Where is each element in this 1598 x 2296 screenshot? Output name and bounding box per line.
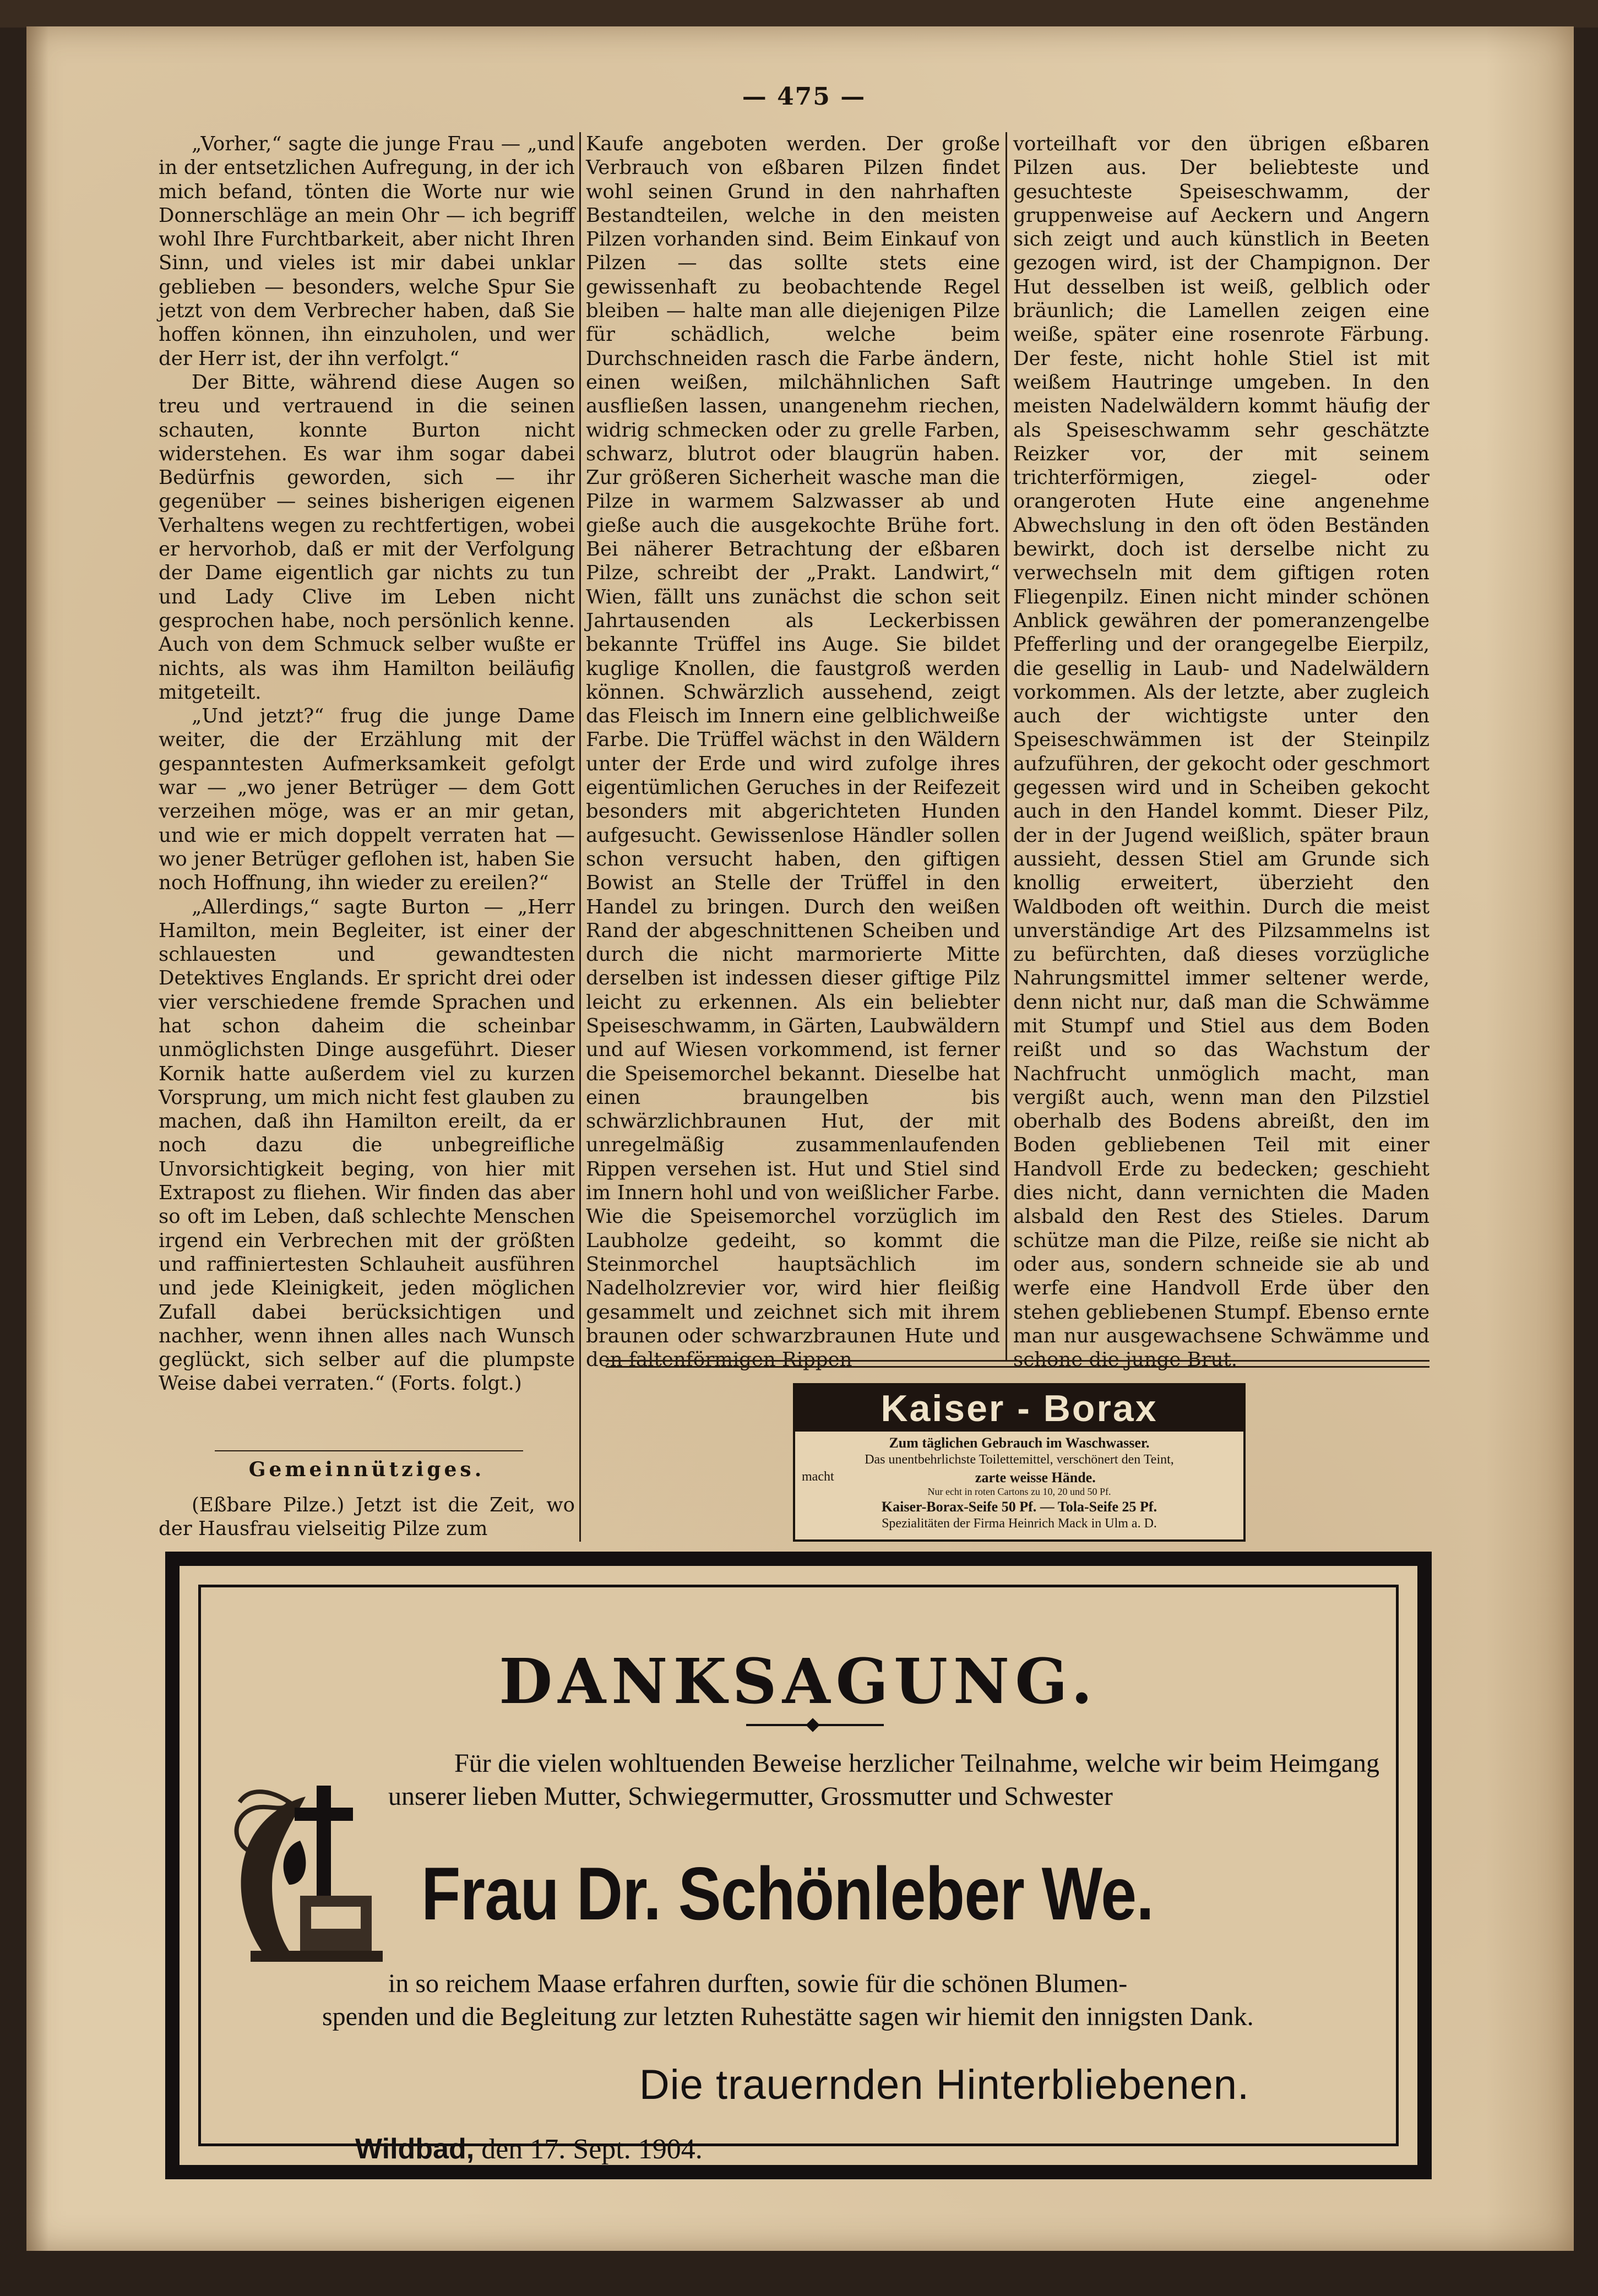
double-rule <box>606 1360 1429 1368</box>
book-edge <box>0 0 1598 28</box>
ad-line-mid: zarte weisse Hände. <box>975 1470 1096 1486</box>
section-divider <box>215 1450 523 1451</box>
column-divider <box>579 132 581 1542</box>
article-column-2 <box>586 132 1000 1372</box>
danksagung-advertisement <box>165 1552 1432 2179</box>
ad-line: Nur echt in roten Cartons zu 10, 20 und 50 Pf. <box>927 1486 1111 1497</box>
ad-title: DANKSAGUNG. <box>499 1646 1098 1718</box>
ad-title: Kaiser - Borax <box>795 1385 1243 1432</box>
paragraph: Kaufe angeboten werden. Der große Verbrauch von eßbaren Pilzen findet wohl seinen Grund in den nahrhaften Bestandteilen, welche in den meisten Pilzen vorhanden sind. Beim Einkauf von Pilzen — das sollte stets eine gewissenhaft zu beobachtende Regel bleiben — halte man alle diejenigen Pilze für schädlich, welche beim Durchschneiden rasch die Farbe ändern, einen weißen, milchähnlichen Saft ausfließen lassen, unangenehm riechen, widrig schmecken oder zu grelle Farben, schwarz, blutrot oder blaugrün haben. Zur größeren Sicherheit wasche man die Pilze in warmem Salzwasser ab und gieße auch die ausgekochte Brühe fort. Bei näherer Betrachtung der eßbaren Pilze, schreibt der „Prakt. Landwirt,“ Wien, fällt uns zunächst die schon seit Jahrtausenden als Leckerbissen bekannte Trüffel ins Auge. Sie bildet kuglige Knollen, die faustgroß werden können. Schwärzlich aussehend, zeigt das Fleisch im Innern eine gelblichweiße Farbe. Die Trüffel wächst in den Wäldern unter der Erde und wird zufolge ihres eigentümlichen Geruches in der Reifezeit besonders mit abgerichteten Hunden aufgesucht. Gewissenlose Händler sollen schon versucht haben, den giftigen Bowist an Stelle der Trüffel in den Handel zu bringen. Durch den weißen Rand der abgeschnittenen Scheiben und durch die nicht marmorierte Mitte derselben ist indessen dieser giftige Pilz leicht zu erkennen. Als ein beliebter Speiseschwamm, in Gärten, Laubwäldern und auf Wiesen vorkommend, ist ferner die Speisemorchel bekannt. Dieselbe hat einen braungelben bis schwärzlichbraunen Hut, der mit unregelmäßig zusammenlaufenden Rippen versehen ist. Hut und Stiel sind im Innern hohl und von weißlicher Farbe. Wie die Speisemorchel vorzüglich im Laubholze gedeiht, so kommt die Steinmorchel hauptsächlich im Nadelholzrevier vor, wird hier fleißig gesammelt und zeichnet sich mit ihrem braunen oder schwarzbraunen Hute und den faltenförmigen Rippen <box>586 133 1000 1372</box>
column-divider <box>1005 132 1007 1360</box>
ad-text-line: spenden und die Begleitung zur letzten Ruhestätte sagen wir hiemit den innigsten Dank. <box>322 2002 1254 2031</box>
ad-line-left: macht <box>802 1470 834 1484</box>
memorial-cross-icon <box>229 1753 394 1973</box>
paragraph: „Vorher,“ sagte die junge Frau — „und in der entsetzlichen Aufregung, in der ich mich befand, tönten die Worte nur wie Donnerschläge an mein Ohr — ich begriff wohl Ihre Furchtbarkeit, aber nicht Ihren Sinn, und vieles ist mir dabei unklar geblieben — besonders, welche Spur Sie jetzt von dem Verbrecher haben, daß Sie hoffen können, ihn einzuholen, und wer der Herr ist, der ihn verfolgt.“ <box>159 133 575 370</box>
section-heading: Gemeinnütziges. <box>248 1458 485 1481</box>
ad-text <box>322 1967 1379 2033</box>
place-date <box>355 2132 703 2166</box>
deceased-name: Frau Dr. Schönleber We. <box>421 1852 1154 1935</box>
ad-text-line: in so reichem Maase erfahren durften, sowie für die schönen Blumen- <box>388 1969 1128 1998</box>
ad-line: Das unentbehrlichste Toilettemittel, verschönert den Teint, <box>865 1452 1174 1467</box>
ornament-divider <box>746 1724 884 1726</box>
place: Wildbad, <box>355 2133 475 2165</box>
ad-inner-frame <box>198 1585 1399 2165</box>
section-intro <box>159 1493 575 1541</box>
ad-line: Spezialitäten der Firma Heinrich Mack in Ulm a. D. <box>882 1516 1157 1531</box>
page-shading <box>1486 26 1574 2251</box>
ad-text: Für die vielen wohltuenden Beweise herzlicher Teilnahme, welche wir beim Heimgang unserer lieben Mutter, Schwiegermutter, Grossmutter und Schwester <box>388 1749 1379 1811</box>
date: den 17. Sept. 1904. <box>481 2134 703 2165</box>
signers: Die trauernden Hinterbliebenen. <box>639 2061 1250 2108</box>
ad-line <box>795 1470 1243 1486</box>
ad-line: Kaiser-Borax-Seife 50 Pf. — Tola-Seife 25 Pf. <box>881 1499 1157 1515</box>
article-column-1 <box>159 132 575 1542</box>
paragraph: vorteilhaft vor den übrigen eßbaren Pilzen aus. Der beliebteste und gesuchteste Speiseschwamm, der gruppenweise auf Aeckern und Angern sich zeigt und auch künstlich in Beeten gezogen wird, ist der Champignon. Der Hut desselben ist weiß, gelblich oder bräunlich; die Lamellen zeigen eine weiße, später eine rosenrote Färbung. Der feste, nicht hohle Stiel ist mit weißem Hautringe umgeben. In den meisten Nadelwäldern kommt häufig der als Speiseschwamm sehr geschätzte Reizker vor, der mit seinem trichterförmigen, ziegel- oder orangeroten Hute eine angenehme Abwechslung in den oft öden Beständen bewirkt, doch ist derselbe nicht zu verwechseln mit dem giftigen roten Fliegenpilz. Einen nicht minder schönen Anblick gewähren der pomeranzengelbe Pfefferling und der orangegelbe Eierpilz, die gesellig in Laub- und Nadelwäldern vorkommen. Als der letzte, aber zugleich auch der wichtigste unter den Speiseschwämmen ist der Steinpilz aufzuführen, der gekocht oder geschmort gegessen wird und in Scheiben gekocht auch in den Handel kommt. Dieser Pilz, der in der Jugend weißlich, später braun aussieht, dessen Stiel am Grunde sich knollig erweitert, überzieht den Waldboden oft weithin. Durch die meist unverständige Art des Pilzsammelns ist zu befürchten, daß dieses vorzügliche Nahrungsmittel immer seltener werde, denn nicht nur, daß man die Schwämme mit Stumpf und Stiel aus dem Boden reißt und so das Wachstum der Nachfrucht unmöglich macht, man vergißt auch, wenn man den Pilzstiel oberhalb des Bodens abreißt, den im Boden gebliebenen Teil mit einer Handvoll Erde zu bedecken; geschieht dies nicht, dann vernichten die Maden alsbald den Rest des Stieles. Darum schütze man die Pilze, reiße sie nicht ab oder aus, sondern schneide sie ab und werfe eine Handvoll Erde über den stehen gebliebenen Stumpf. Ebenso ernte man nur ausgewachsene Schwämme und schone die junge Brut. <box>1013 133 1429 1372</box>
article-column-3 <box>1013 132 1429 1372</box>
paragraph: Der Bitte, während diese Augen so treu und vertrauend in die seinen schauten, konnte Burton nicht widerstehen. Es war ihm sogar dabei Bedürfnis geworden, sich — ihr gegenüber — seines bisherigen eigenen Verhaltens wegen zu rechtfertigen, wobei er hervorhob, daß er mit der Verfolgung der Dame eigentlich gar nichts zu tun und Lady Clive im Leben nicht gesprochen habe, noch persönlich kenne. Auch von dem Schmuck selber wußte er nichts, als was ihm Hamilton beiläufig mitgeteilt. <box>159 371 575 704</box>
paragraph: „Und jetzt?“ frug die junge Dame weiter, die der Erzählung mit der gespanntesten Aufmerksamkeit gefolgt war — „wo jener Betrüger — dem Gott verzeihen möge, was er an mir getan, und wie er mich doppelt verraten hat — wo jener Betrüger geflohen ist, haben Sie noch Hoffnung, ihn wieder zu ereilen?“ <box>159 705 575 895</box>
paragraph: „Allerdings,“ sagte Burton — „Herr Hamilton, mein Begleiter, ist einer der schlauesten und gewandtesten Detektives Englands. Er spricht drei oder vier verschiedene fremde Sprachen und hat schon daheim die scheinbar unmöglichsten Dinge ausgeführt. Dieser Kornik hatte außerdem viel zu kurzen Vorsprung, um mich nicht fest glauben zu machen, daß ihn Hamilton ereilt, da er noch dazu die unbegreifliche Unvorsichtigkeit beging, von hier mit Extrapost zu fliehen. Wir finden das aber so oft im Leben, daß schlechte Menschen irgend ein Verbrechen mit der größten und raffiniertesten Schlauheit ausführen und jede Kleinigkeit, jeden möglichen Zufall dabei berücksichtigen und nachher, wenn ihnen alles nach Wunsch geglückt, sich selber auf die plumpste Weise dabei verraten.“ (Forts. folgt.) <box>159 895 575 1395</box>
ad-line: Zum täglichen Gebrauch im Waschwasser. <box>889 1435 1150 1451</box>
kaiser-borax-advertisement <box>793 1383 1246 1542</box>
paragraph: (Eßbare Pilze.) Jetzt ist die Zeit, wo der Hausfrau vielseitig Pilze zum <box>159 1494 575 1540</box>
page-number: — 475 — <box>742 83 866 111</box>
